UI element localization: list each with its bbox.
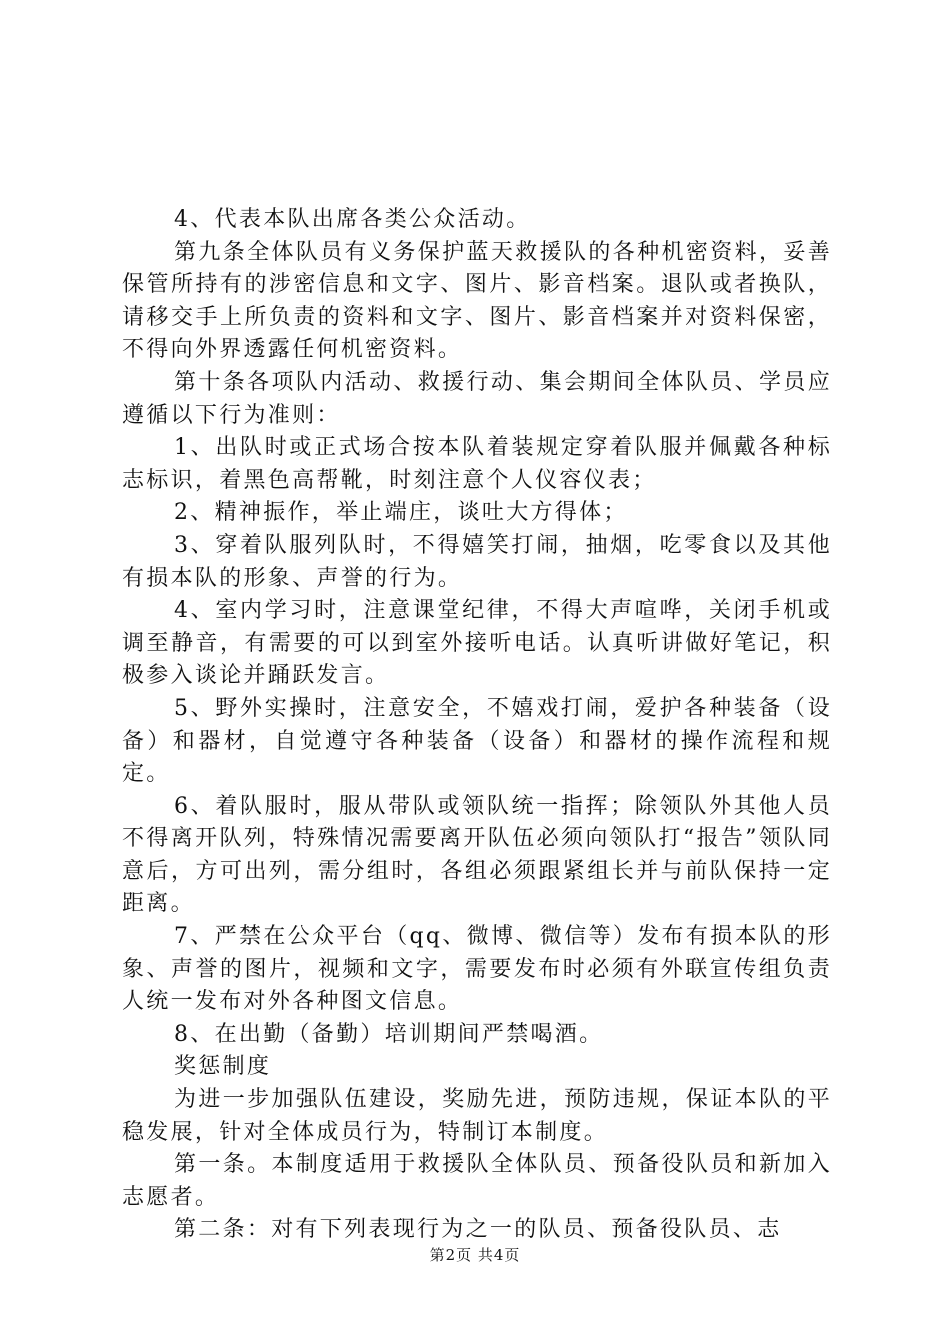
paragraph: 6、着队服时，服从带队或领队统一指挥；除领队外其他人员不得离开队列，特殊情况需要离开队伍必须向领队打“报告”领队同意后，方可出列，需分组时，各组必须跟紧组长并与前队保持一定距离。 — [122, 793, 832, 917]
paragraph: 第二条：对有下列表现行为之一的队员、预备役队员、志 — [174, 1217, 782, 1243]
paragraph: 1、出队时或正式场合按本队着装规定穿着队服并佩戴各种标志标识，着黑色高帮靴，时刻注意个人仪容仪表； — [122, 435, 832, 493]
paragraph: 2、精神振作，举止端庄，谈吐大方得体； — [174, 500, 628, 526]
paragraph: 4、室内学习时，注意课堂纪律，不得大声喧哗，关闭手机或调至静音，有需要的可以到室外接听电话。认真听讲做好笔记，积极参入谈论并踊跃发言。 — [122, 598, 832, 689]
document-body — [122, 204, 832, 1247]
paragraph: 7、严禁在公众平台（qq、微博、微信等）发布有损本队的形象、声誉的图片，视频和文字，需要发布时必须有外联宣传组负责人统一发布对外各种图文信息。 — [122, 924, 832, 1015]
paragraph: 4、代表本队出席各类公众活动。 — [174, 207, 531, 232]
paragraph: 为进一步加强队伍建设，奖励先进，预防违规，保证本队的平稳发展，针对全体成员行为，特制订本制度。 — [122, 1087, 832, 1145]
paragraph: 第一条。本制度适用于救援队全体队员、预备役队员和新加入志愿者。 — [122, 1152, 832, 1210]
paragraph: 第十条各项队内活动、救援行动、集会期间全体队员、学员应遵循以下行为准则： — [122, 369, 832, 428]
paragraph: 8、在出勤（备勤）培训期间严禁喝酒。 — [174, 1021, 604, 1047]
paragraph: 5、野外实操时，注意安全，不嬉戏打闹，爱护各种装备（设备）和器材，自觉遵守各种装备（设备）和器材的操作流程和规定。 — [122, 695, 832, 787]
section-heading: 奖惩制度 — [174, 1054, 272, 1080]
paragraph: 第九条全体队员有义务保护蓝天救援队的各种机密资料，妥善保管所持有的涉密信息和文字、图片、影音档案。退队或者换队，请移交手上所负责的资料和文字、图片、影音档案并对资料保密，不得向外界透露任何机密资料。 — [122, 239, 832, 363]
paragraph: 3、穿着队服列队时，不得嬉笑打闹，抽烟，吃零食以及其他有损本队的形象、声誉的行为。 — [122, 532, 832, 591]
page-number-footer: 第2页 共4页 — [429, 1246, 521, 1264]
